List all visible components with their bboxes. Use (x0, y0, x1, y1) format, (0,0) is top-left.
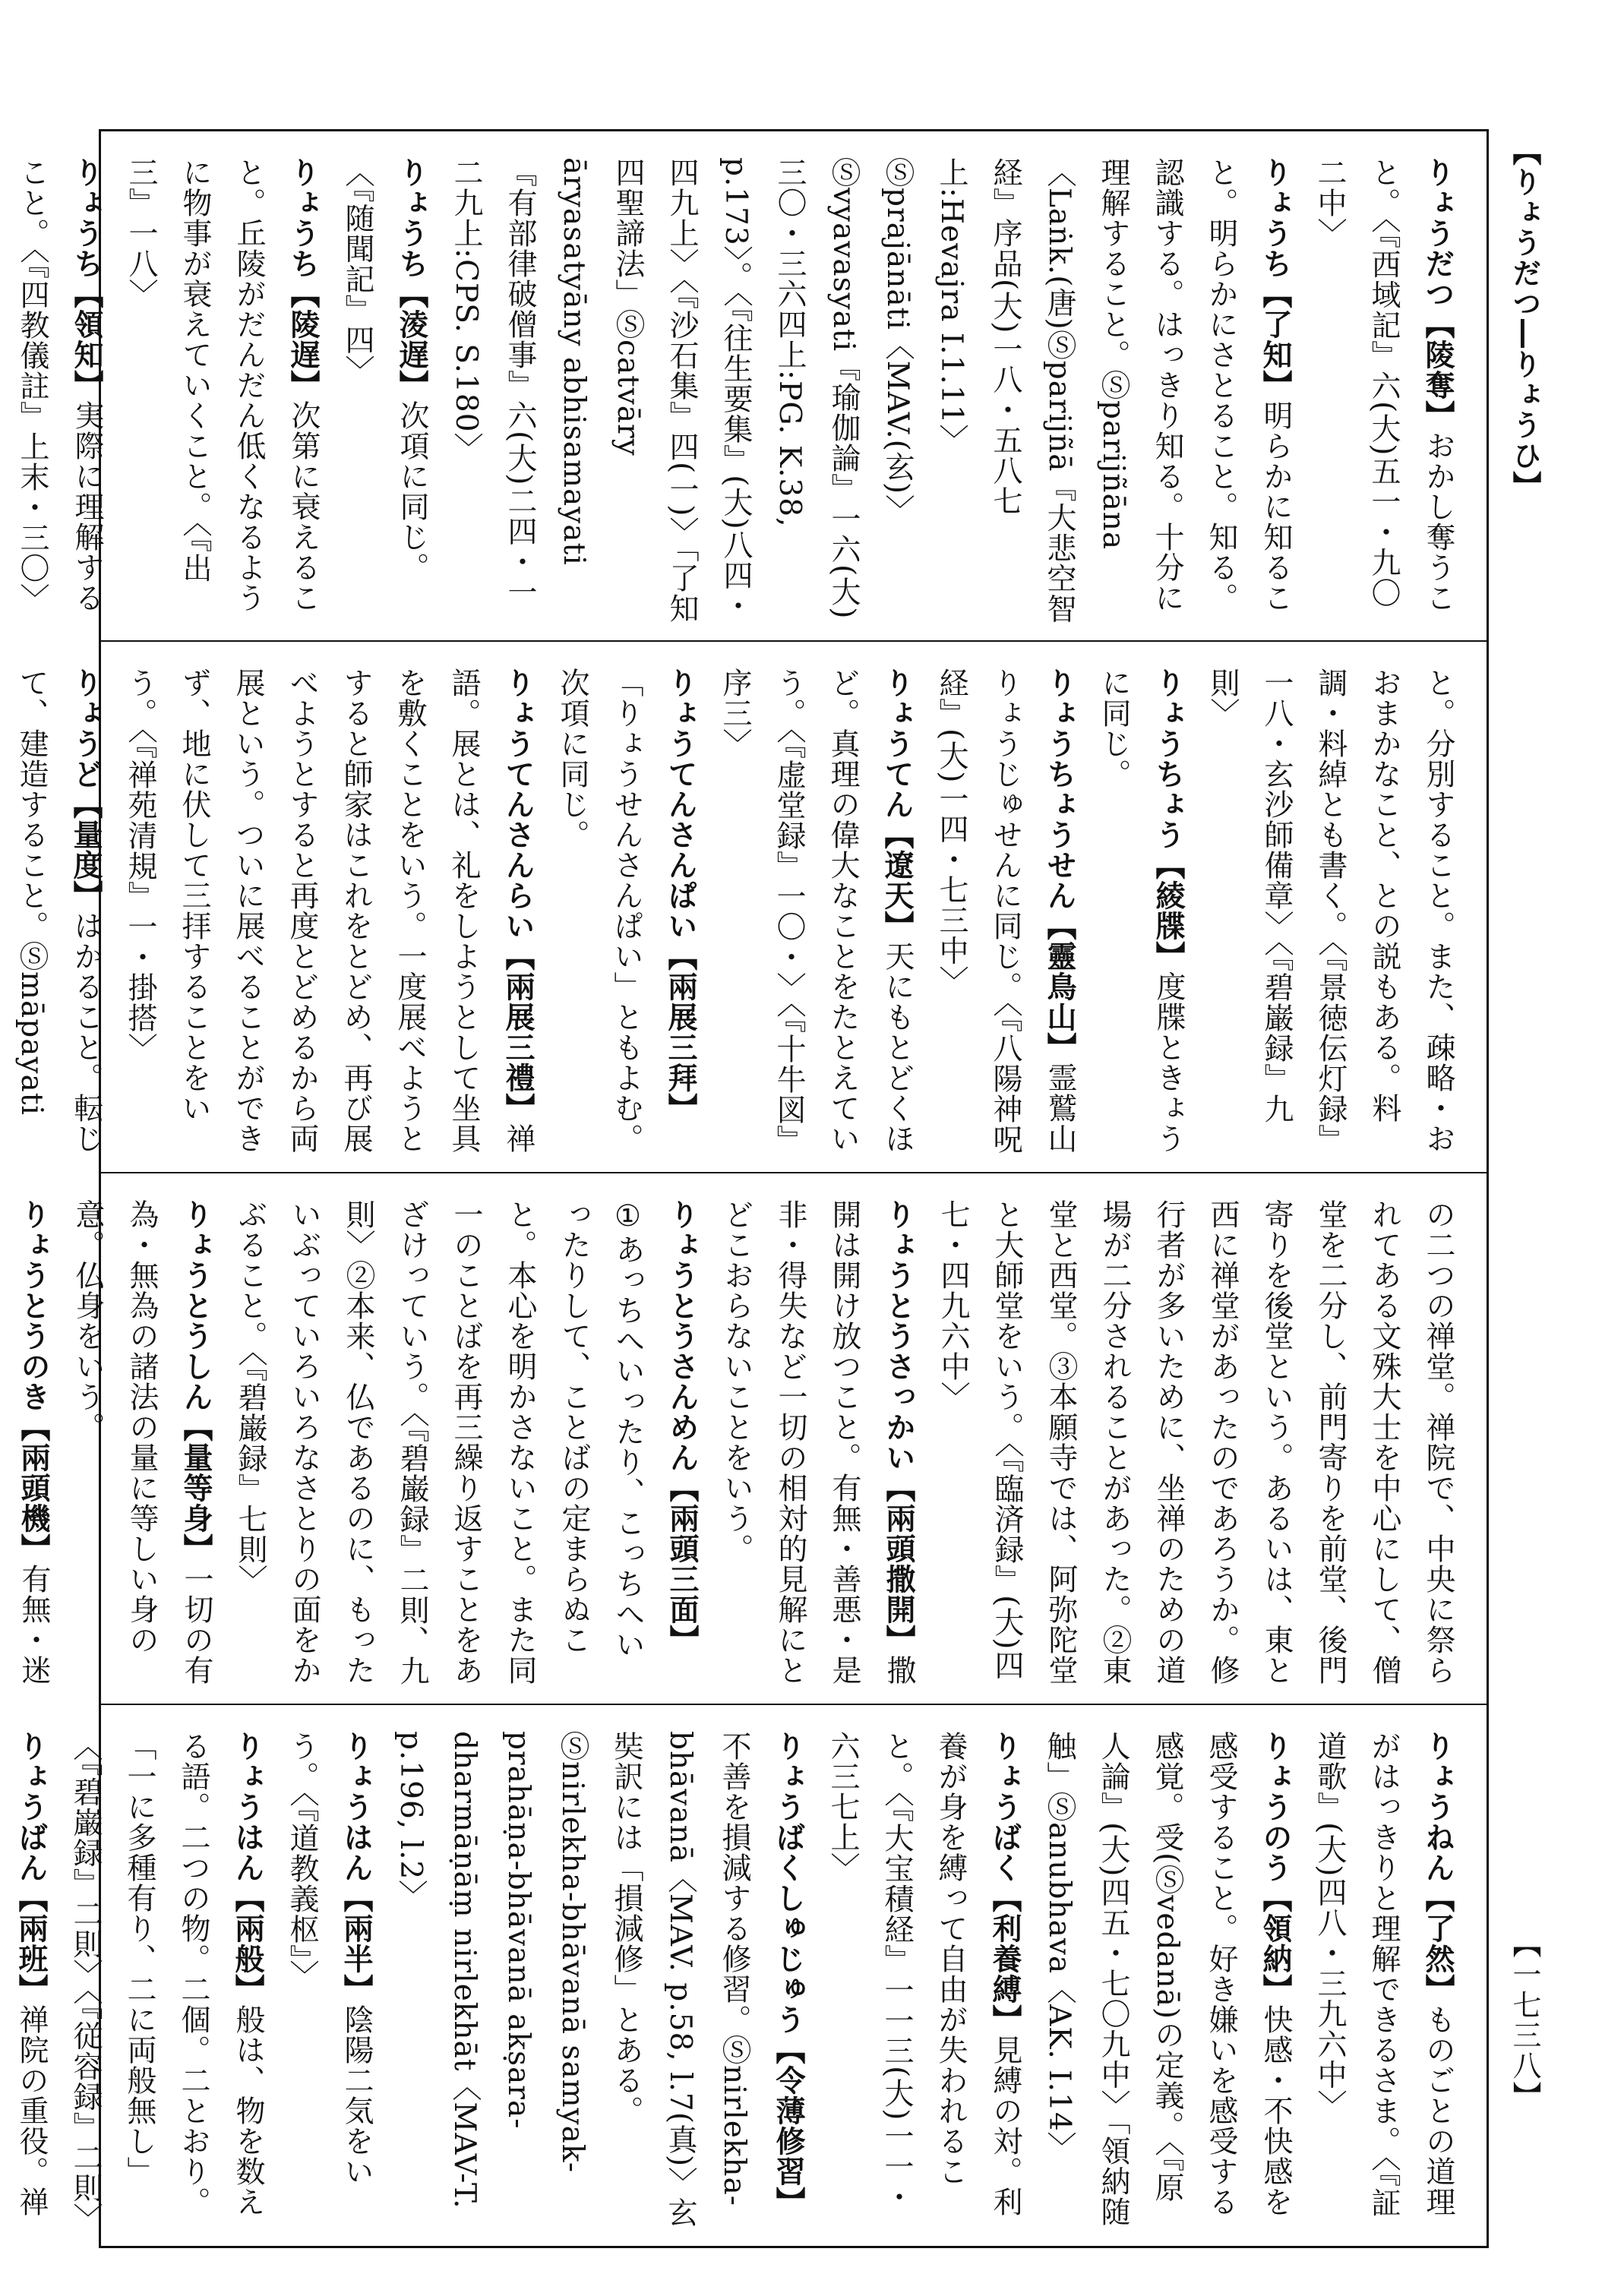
entry-definition: 陰陽二気をいう。〈『道教義枢』〉 (285, 1731, 374, 2187)
entry-headword: りょうはん【兩半】 (339, 1731, 374, 2004)
entry-headword: りょうてんさんぱい【兩展三拜】 (663, 668, 698, 1123)
entry-headword: りょうばくしゅじゅう【令薄修習】 (771, 1731, 806, 2217)
text-band-1 (15, 131, 1487, 640)
entry-headword: りょうのう【領納】 (1258, 1731, 1293, 2004)
entry-definition: 霊鷲山りょうじゅせんに同じ。〈『八陽神呪経』(大)一四・七三中〉 (934, 668, 1077, 1154)
text-band-3 (16, 1172, 1487, 1704)
dictionary-entry (384, 1731, 816, 2231)
entry-definition: 禅院の重役。禅 (14, 2004, 49, 2217)
dictionary-entry (816, 1731, 1032, 2231)
entry-headword: りょうとうしん【量等身】 (179, 1199, 213, 1564)
entry-headword: りょうち【陵遅】 (286, 157, 321, 400)
entry-definition: の二つの禅堂。禅院で、中央に祭られてある文殊大士を中心にして、僧堂を二分し、前門寄りを前堂、後門寄りを後堂という。あるいは、東と西に禅堂があったのであろうか。修行者が多いために、坐禅のための道場が二分されることがあった。②東堂と西堂。③本願寺では、阿弥陀堂と大師堂をいう。〈『臨済録』(大)四七・四九六中〉 (936, 1199, 1455, 1685)
entry-headword: りょうてん【遼天】 (880, 668, 915, 941)
entry-definition: ものごとの道理がはっきりと理解できるさま。〈『証道歌』(大)四八・三九六中〉 (1313, 1731, 1455, 2218)
entry-definition: 般は、物を数える語。二つの物。二個。二とおり。「一に多種有り、二に両般無し」〈『碧巌録』二則〉〈『従容録』二則〉 (68, 1731, 265, 2234)
entry-headword: りょうばく【利養縛】 (987, 1731, 1022, 2035)
entry-headword: りょうとうさっかい【兩頭撒開】 (881, 1199, 916, 1655)
entry-definition: 不善を損減する修習。Ⓢnirlekha-bhāvanā〈MAV. p.58, l.7(真)〉玄奘訳には「損減修」とある。Ⓢnirlekha-bhāvanā samyak-prahāṇa-bhāvanā akṣara-dharmāṇāṃ nirlekhāt〈MAV-T. p.196, l.2〉 (393, 1731, 751, 2228)
dictionary-entry (0, 668, 113, 1157)
entry-headword: りょうち【領知】 (69, 157, 104, 400)
text-band-4 (14, 1704, 1487, 2246)
running-header: 【りょうだつ―りょうひ】 (1508, 137, 1541, 501)
entry-headword: りょうち【了知】 (1258, 157, 1293, 400)
entry-headword: りょうはん【兩般】 (230, 1731, 265, 2004)
dictionary-entry (1032, 1731, 1303, 2231)
entry-headword: りょうねん【了然】 (1420, 1731, 1455, 2004)
dictionary-entry (708, 668, 924, 1157)
entry-headword: りょうてんさんらい【兩展三禮】 (501, 668, 536, 1123)
dictionary-entry (439, 157, 1303, 625)
entry-definition: 次項に同じ。〈『随聞記』四〉 (340, 157, 429, 583)
entry-definition: 明らかに知ること。明らかにさとること。知る。認識する。はっきり知る。十分に理解すること。Ⓢparijñāna〈Laṅk.(唐)Ⓢparijñā『大悲空智経』序品(大)一八・五八七上:Hevajra I.1.11〉Ⓢprajānāti〈MAV.(玄)〉Ⓢvyavasyati『瑜伽論』一六(大)三〇・三六四上:PG. K.38, p.173〉。〈『往生要集』(大)八四・四九上〉〈『沙石集』四(一)〉「了知四聖諦法」Ⓢcatvāry āryasatyāny abhisamayati『有部律破僧事』六(大)二四・一二九上:CPS. S.180〉 (449, 157, 1293, 624)
entry-definition: 次第に衰えること。丘陵がだんだん低くなるように物事が衰えていくこと。〈『出三』一八〉 (124, 157, 321, 613)
dictionary-entry (1303, 1731, 1465, 2231)
dictionary-entry (1196, 668, 1465, 1157)
entry-headword: りょうとうのき【兩頭機】 (16, 1199, 51, 1564)
dictionary-entry (330, 157, 439, 625)
dictionary-entry (924, 668, 1087, 1157)
dictionary-entry (58, 1731, 275, 2234)
entry-definition: と。分別すること。また、疎略・おおまかなこと、との説もある。料調・料綽とも書く。〈『景徳伝灯録』一八・玄沙師備章〉〈『碧巌録』九則〉 (1205, 668, 1455, 1154)
entry-definition: はかること。転じて、建造すること。Ⓢmāpayati (14, 668, 103, 1154)
band-2-columns (14, 642, 1487, 1172)
entry-headword: りょうだつ【陵奪】 (1420, 157, 1455, 431)
entry-definition: 撒開は開け放つこと。有無・善悪・是非・得失など一切の相対的見解にとどこおらないことをいう。 (719, 1199, 916, 1685)
dictionary-entry (275, 1731, 384, 2231)
band-1-columns (15, 131, 1487, 640)
page-frame (14, 129, 1489, 2248)
dictionary-entry (709, 1199, 926, 1688)
entry-definition: 度牒ときょうに同じ。 (1097, 668, 1186, 1154)
dictionary-entry (0, 157, 5, 625)
entry-headword: りょうど【量度】 (68, 668, 103, 911)
entry-definition: 有無・迷 (17, 1564, 51, 1685)
entry-headword: りょうち【淩遅】 (394, 157, 429, 400)
entry-definition: ①あっちへいったり、こっちへいったりして、ことばの定まらぬこと。本心を明かさないこと。また同一のことばを再三繰り返すことをあざけっていう。〈『碧巌録』二則、九則〉②本来、仏であるのに、もったいぶっていろいろなさとりの面をかぶること。〈『碧巌録』七則〉 (233, 1199, 645, 1686)
dictionary-entry (114, 157, 330, 625)
page-number: 【一七三八】 (1508, 1929, 1541, 2111)
entry-headword: りょうちょうせん【靈鳥山】 (1042, 668, 1077, 1063)
entry-headword: りょうちょう【綾牒】 (1151, 668, 1186, 971)
dictionary-entry (926, 1199, 1465, 1688)
text-band-2 (14, 640, 1487, 1172)
entry-definition: 一切の有為・無為の諸法の量に等しい身の意。仏身をいう。 (71, 1199, 213, 1685)
dictionary-entry (223, 1199, 709, 1688)
entry-definition: 「りょうせんさんぱい」ともよむ。次項に同じ。 (555, 668, 643, 1154)
entry-headword: りょうばん【兩班】 (14, 1731, 49, 2004)
dictionary-entry (113, 668, 545, 1157)
dictionary-entry (1303, 157, 1465, 625)
dictionary-entry (1087, 668, 1196, 1157)
dictionary-entry (0, 1731, 58, 2231)
entry-definition: おかし奪うこと。〈『西域記』六(大)五一・九〇二中〉 (1313, 157, 1455, 613)
entry-definition: 天にもとどくほど。真理の偉大なことをたとえていう。〈『虚堂録』一〇・〉〈『十牛図』序三〉 (718, 668, 915, 1155)
dictionary-entry (545, 668, 708, 1157)
entry-headword: りょうとうさんめん【兩頭三面】 (665, 1199, 700, 1655)
entry-definition: 実際に理解すること。〈『四教儀註』上末・三〇〉 (15, 157, 104, 614)
entry-definition: 見縛の対。利養が身を縛って自由が失われること。〈『大宝積経』一一三(大)一一・六三七上〉 (826, 1731, 1022, 2217)
band-3-columns (16, 1173, 1487, 1704)
band-4-columns (14, 1705, 1487, 2246)
dictionary-entry (61, 1199, 223, 1688)
entry-definition: 禅語。展とは、礼をしようとして坐具を敷くことをいう。一度展べようとすると師家はこれをとどめ、再び展べようとすると再度とどめるから両展という。ついに展べることができず、地に伏して三拝することをいう。〈『禅苑清規』一・掛搭〉 (123, 668, 536, 1154)
dictionary-entry (5, 157, 114, 625)
dictionary-entry (0, 1199, 61, 1688)
entry-definition: 快感・不快感を感受すること。好き嫌いを感受する感覚。受(Ⓢvedanā)の定義。〈『原人論』(大)四五・七〇九中〉「領納随触」Ⓢanubhava〈AK. I.14〉 (1042, 1731, 1293, 2227)
